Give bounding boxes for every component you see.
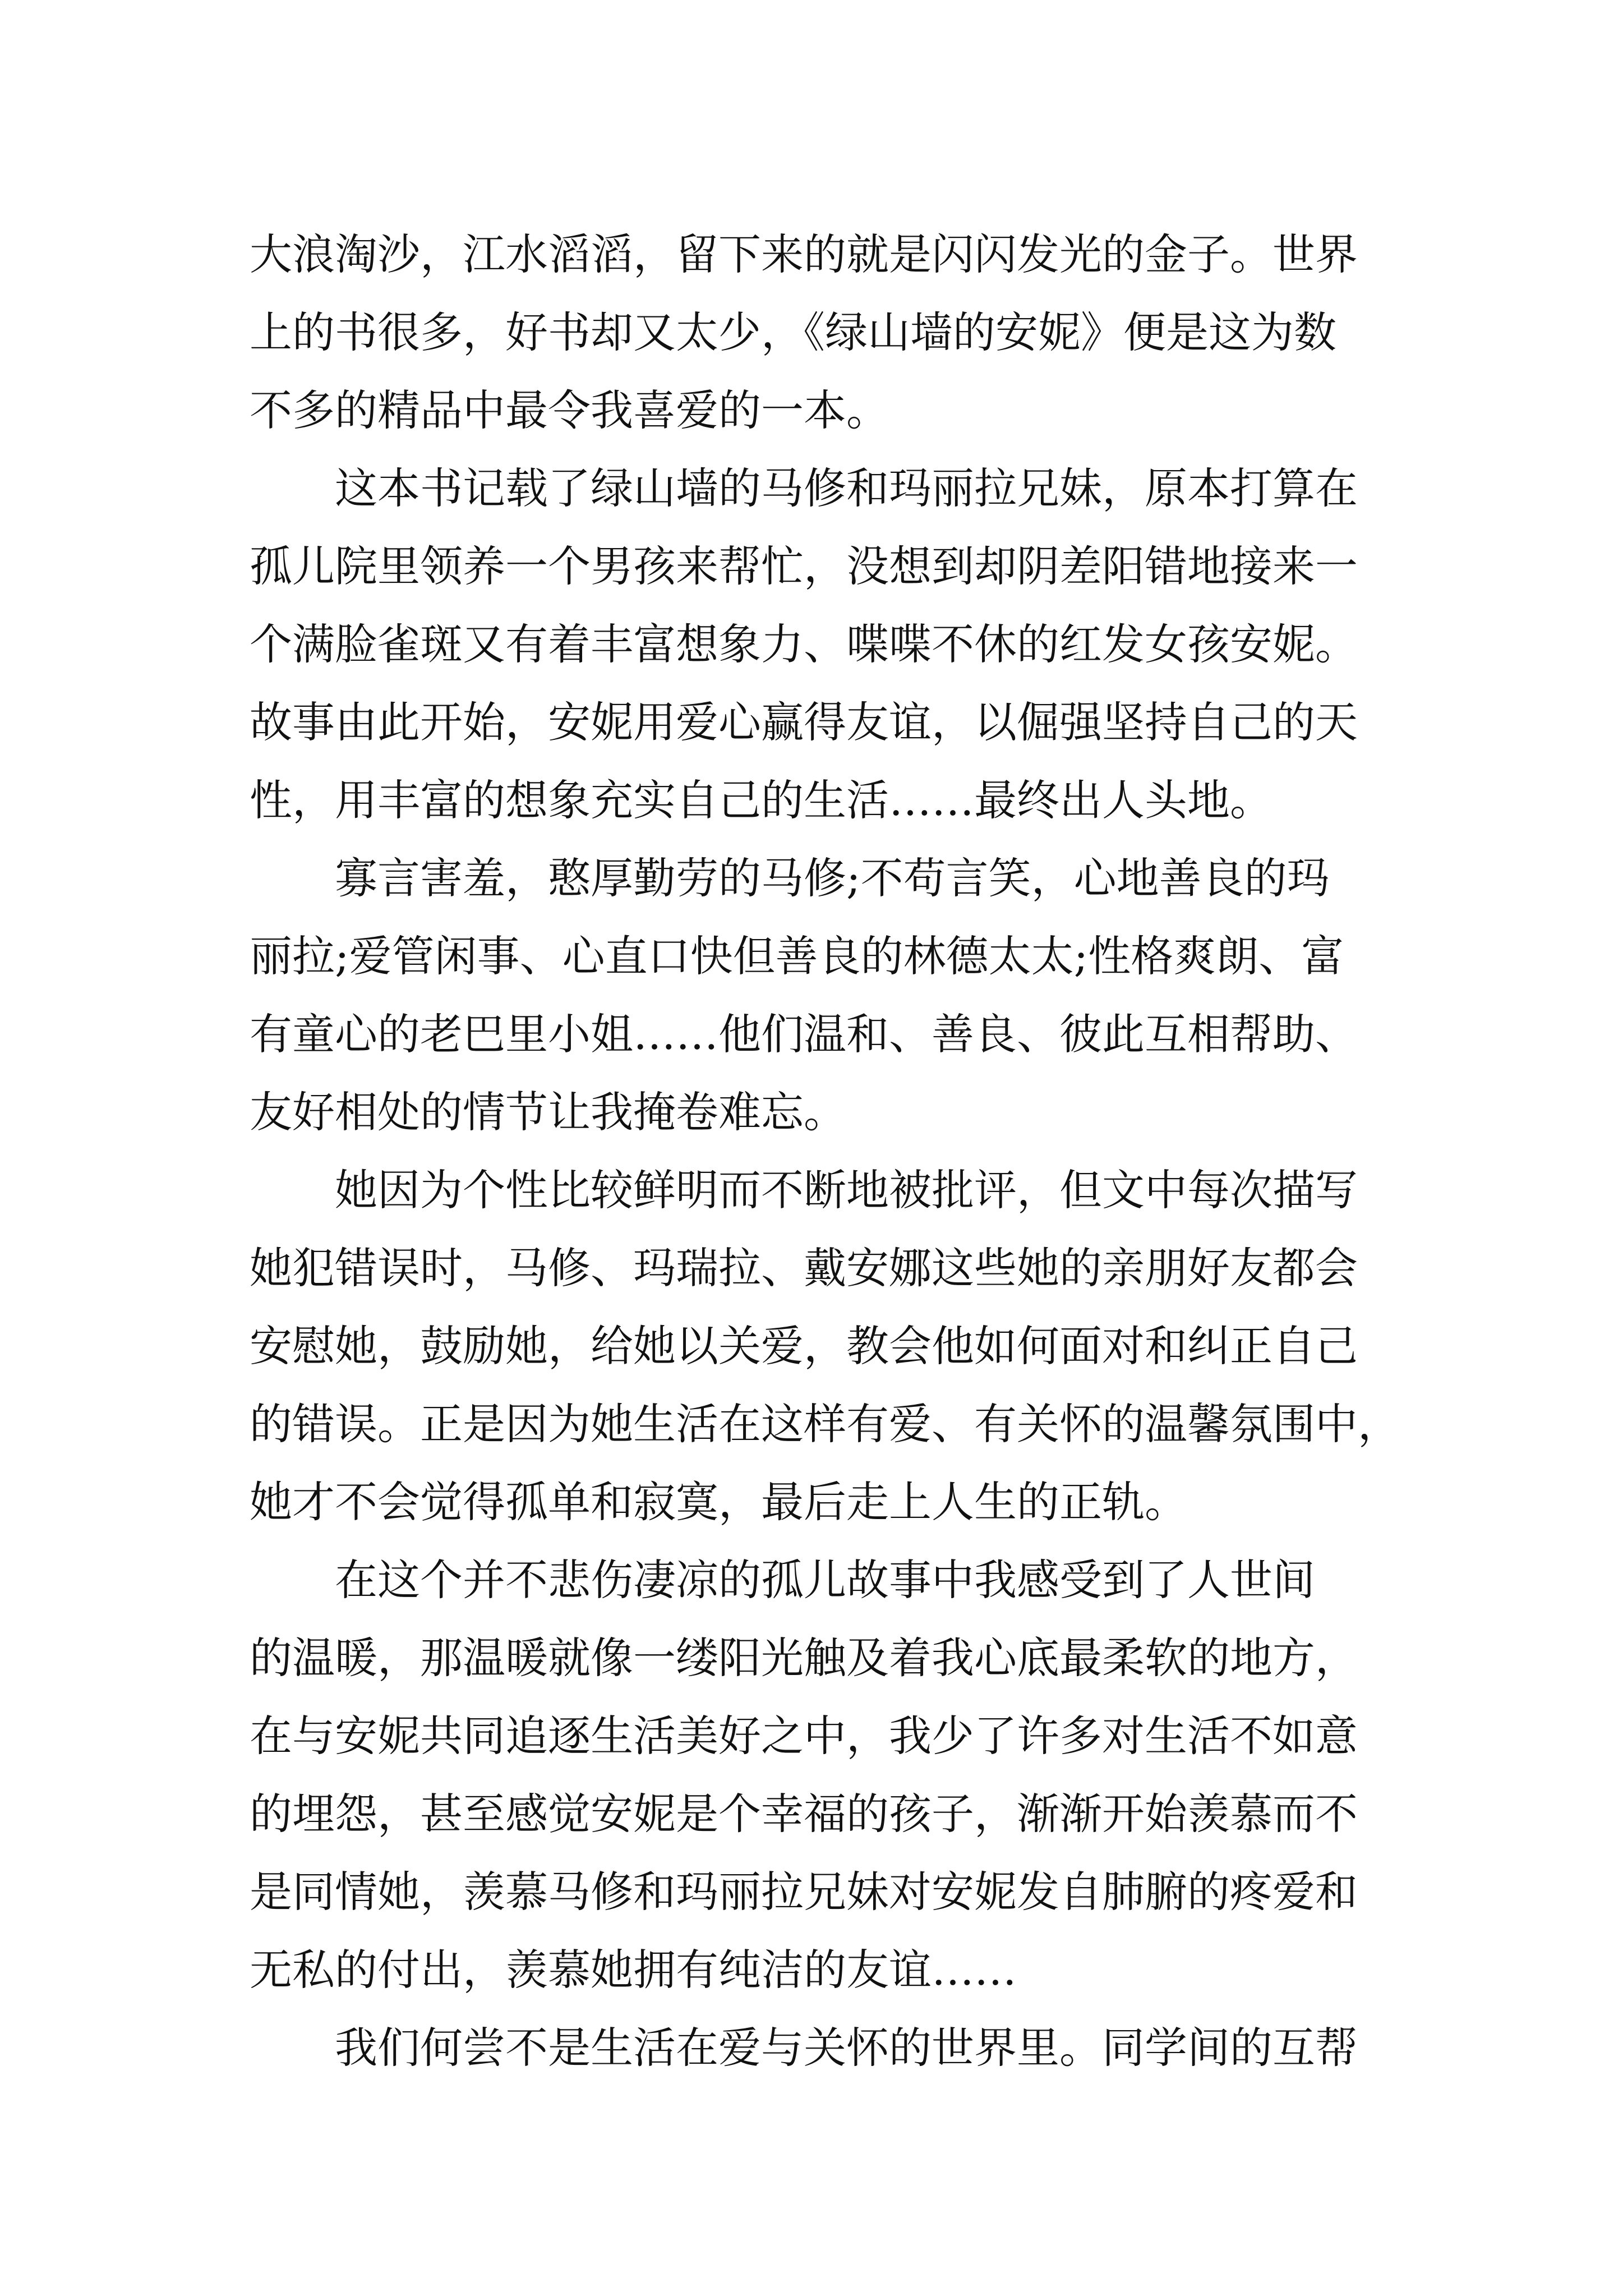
text-line: 是同情她，羡慕马修和玛丽拉兄妹对安妮发自肺腑的疼爱和 [250,1867,1358,1917]
text-line: 的埋怨，甚至感觉安妮是个幸福的孩子，渐渐开始羡慕而不 [250,1789,1358,1839]
text-line: 她因为个性比较鲜明而不断地被批评，但文中每次描写 [250,1165,1358,1215]
text-line: 在这个并不悲伤凄凉的孤儿故事中我感受到了人世间 [250,1555,1315,1605]
text-line: 孤儿院里领养一个男孩来帮忙，没想到却阴差阳错地接来一 [250,541,1358,591]
text-line: 这本书记载了绿山墙的马修和玛丽拉兄妹，原本打算在 [250,463,1358,513]
text-line: 的错误。正是因为她生活在这样有爱、有关怀的温馨氛围中， [250,1399,1400,1449]
text-line: 在与安妮共同追逐生活美好之中，我少了许多对生活不如意 [250,1711,1358,1761]
text-line: 我们何尝不是生活在爱与关怀的世界里。同学间的互帮 [250,2023,1358,2073]
text-line: 故事由此开始，安妮用爱心赢得友谊，以倔强坚持自己的天 [250,697,1358,747]
text-line: 大浪淘沙，江水滔滔，留下来的就是闪闪发光的金子。世界 [250,229,1358,279]
text-line: 上的书很多，好书却又太少，《绿山墙的安妮》便是这为数 [250,307,1336,357]
text-line: 友好相处的情节让我掩卷难忘。 [250,1087,846,1137]
text-line: 有童心的老巴里小姐……他们温和、善良、彼此互相帮助、 [250,1009,1358,1059]
text-line: 性，用丰富的想象充实自己的生活……最终出人头地。 [250,775,1272,825]
text-line: 无私的付出，羡慕她拥有纯洁的友谊…… [250,1945,1017,1995]
text-line: 个满脸雀斑又有着丰富想象力、喋喋不休的红发女孩安妮。 [250,619,1358,669]
text-line: 她才不会觉得孤单和寂寞，最后走上人生的正轨。 [250,1477,1187,1527]
text-line: 她犯错误时，马修、玛瑞拉、戴安娜这些她的亲朋好友都会 [250,1243,1358,1293]
text-line: 的温暖，那温暖就像一缕阳光触及着我心底最柔软的地方， [250,1633,1358,1683]
text-line: 丽拉;爱管闲事、心直口快但善良的林德太太;性格爽朗、富 [250,931,1344,981]
text-line: 寡言害羞，憨厚勤劳的马修;不苟言笑，心地善良的玛 [250,853,1330,903]
text-line: 安慰她，鼓励她，给她以关爱，教会他如何面对和纠正自己 [250,1321,1358,1371]
text-line: 不多的精品中最令我喜爱的一本。 [250,385,889,435]
article-body [250,215,1400,2087]
